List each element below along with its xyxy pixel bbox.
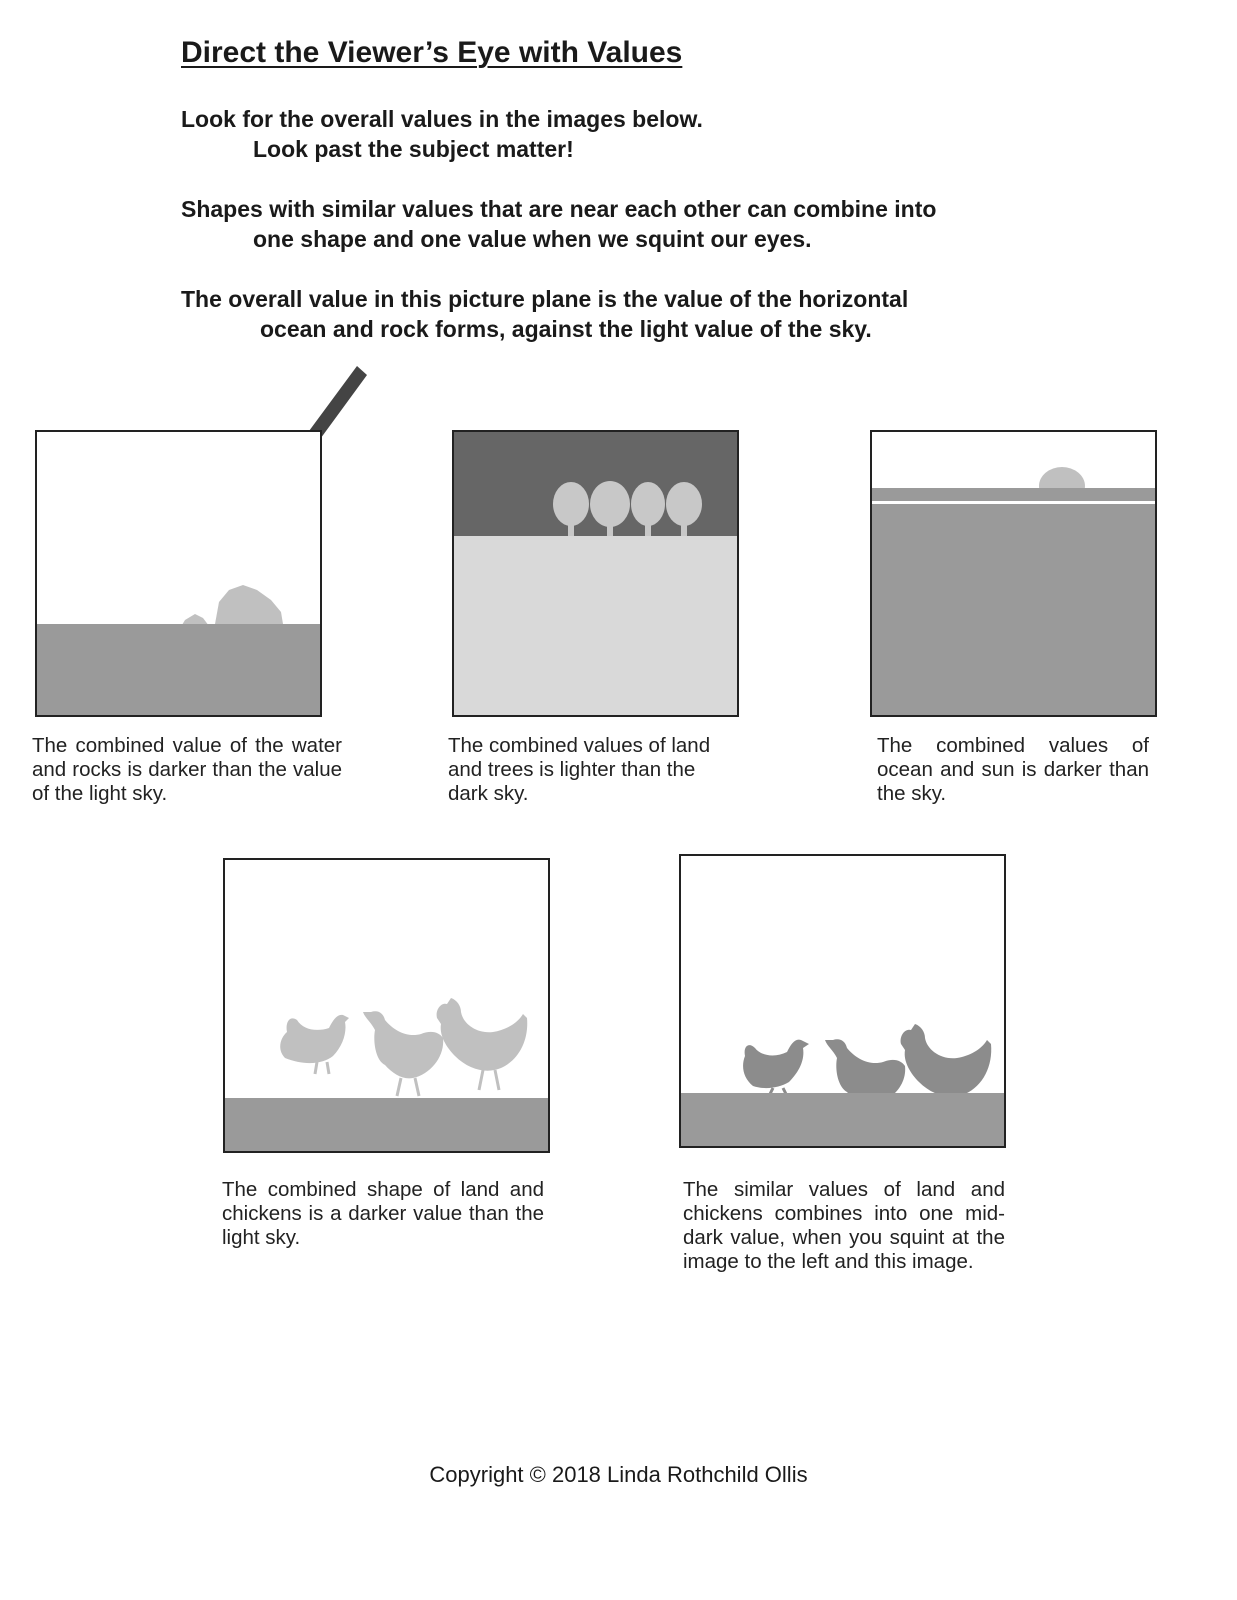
panel-trees-land [452,430,739,717]
intro-p3-line1: The overall value in this picture plane is the value of the horizontal [181,286,909,312]
panel-chickens-similar [679,854,1006,1148]
copyright-notice: Copyright © 2018 Linda Rothchild Ollis [429,1462,808,1487]
panel-1-caption: The combined value of the water and rocks is darker than the value of the light sky. [32,734,342,805]
panel-4-caption: The combined shape of land and chickens is a darker value than the light sky. [222,1178,544,1249]
panel-ocean-rocks [35,430,322,717]
ocean-rocks-illustration [37,432,320,715]
trees-land-illustration [454,432,737,715]
intro-paragraph-2 [181,194,1081,254]
chickens-similar-illustration [681,856,1004,1146]
panel-2-caption: The combined values of land and trees is lighter than the dark sky. [448,734,711,805]
intro-paragraph-1 [181,104,1081,164]
panel-ocean-sun [870,430,1157,717]
ocean-sun-illustration [872,432,1155,715]
intro-p1-line2: Look past the subject matter! [253,136,574,162]
intro-paragraph-3 [181,284,1081,344]
panel-3-caption: The combined values of ocean and sun is darker than the sky. [877,734,1149,805]
panel-chickens-light [223,858,550,1153]
page-title: Direct the Viewer’s Eye with Values [181,36,683,69]
intro-p3-line2: ocean and rock forms, against the light value of the sky. [260,316,872,342]
intro-p2-line1: Shapes with similar values that are near each other can combine into [181,196,937,222]
intro-p1-line1: Look for the overall values in the images below. [181,106,703,132]
panel-5-caption: The similar values of land and chickens combines into one mid-dark value, when you squint at the image to the left and this image. [683,1178,1005,1273]
chickens-light-illustration [225,860,548,1151]
intro-p2-line2: one shape and one value when we squint our eyes. [253,226,812,252]
